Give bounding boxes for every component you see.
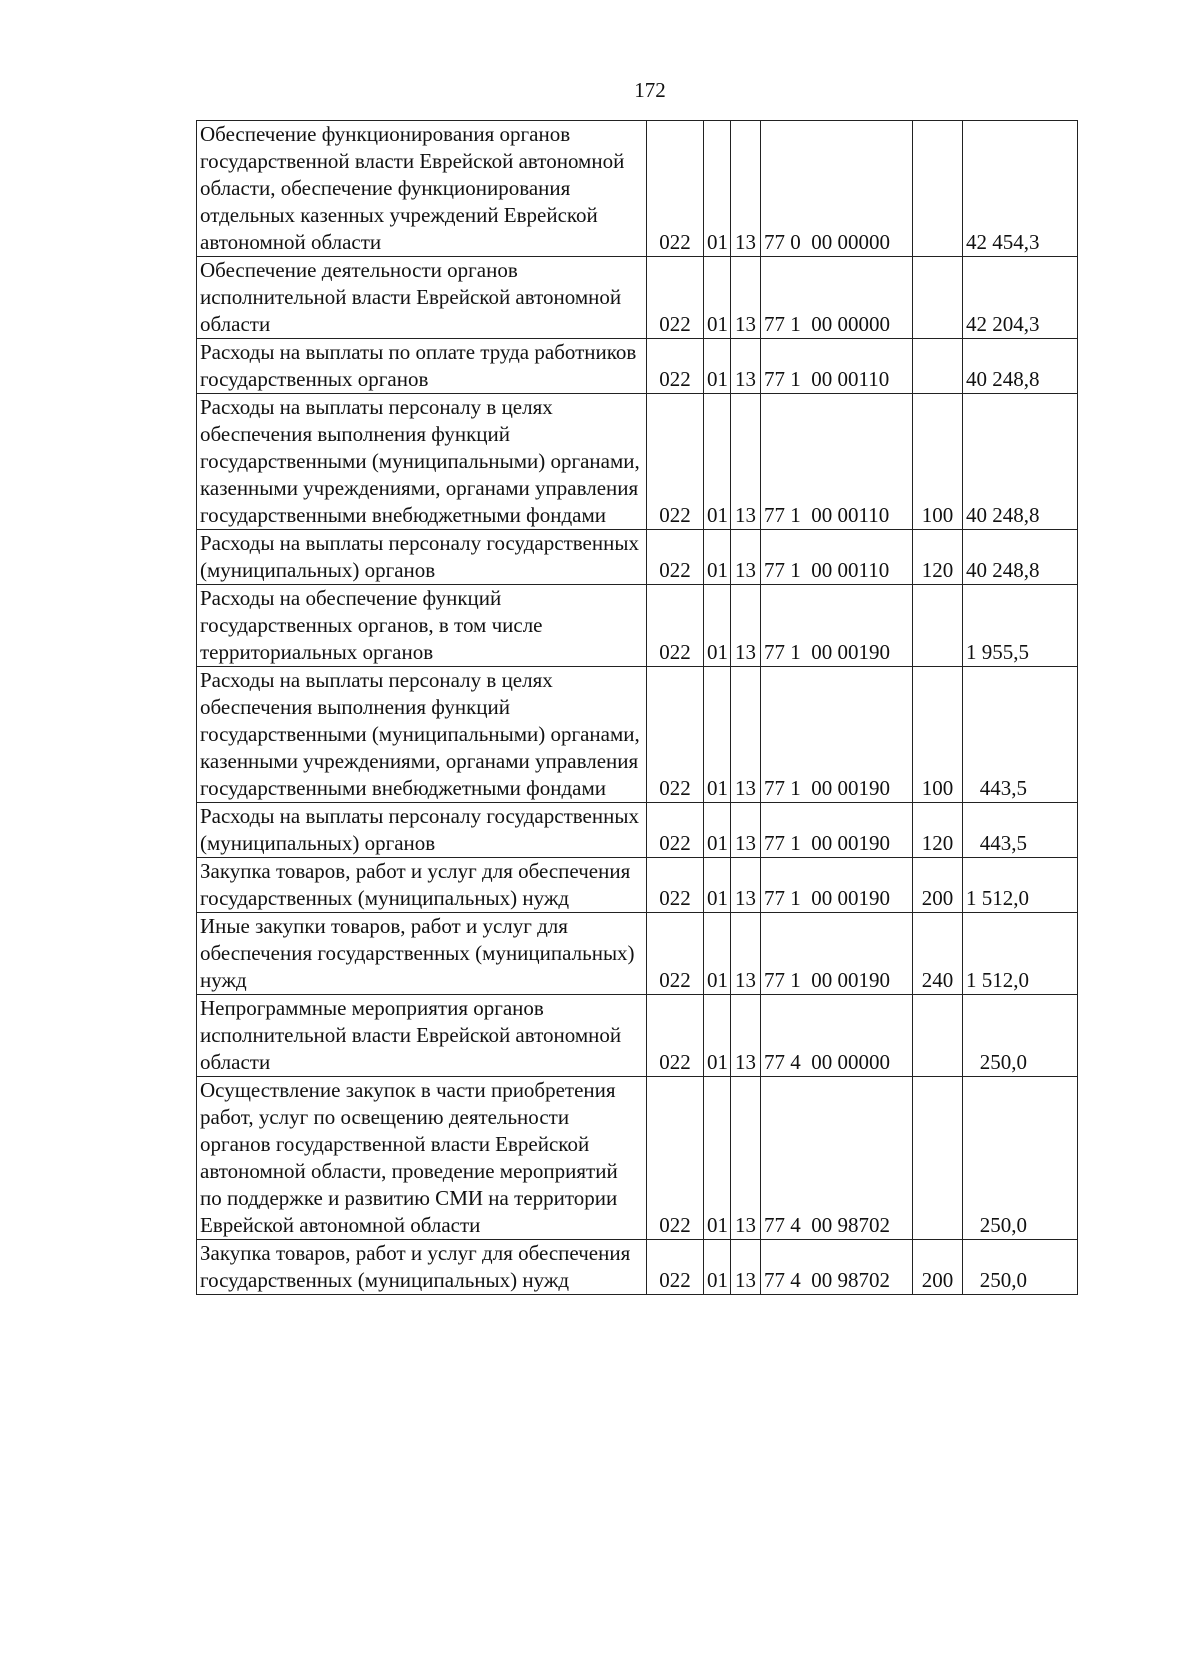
subsection-code-cell: 13 [731, 530, 761, 585]
expense-type-cell [913, 585, 963, 667]
expense-type-cell: 100 [913, 394, 963, 530]
section-code-cell: 01 [704, 530, 731, 585]
expense-type-cell: 100 [913, 667, 963, 803]
target-article-cell: 77 4 00 98702 [761, 1240, 913, 1295]
table-row [197, 121, 1078, 257]
subsection-code-cell: 13 [731, 121, 761, 257]
target-article-cell: 77 1 00 00190 [761, 913, 913, 995]
target-article-cell: 77 4 00 98702 [761, 1077, 913, 1240]
row-name-cell: Закупка товаров, работ и услуг для обеспечения государственных (муниципальных) нужд [197, 1240, 647, 1295]
expense-type-cell: 200 [913, 1240, 963, 1295]
amount-cell: 40 248,8 [963, 394, 1078, 530]
subsection-code-cell: 13 [731, 803, 761, 858]
page-number: 172 [634, 78, 666, 102]
amount-cell: 40 248,8 [963, 339, 1078, 394]
table-row [197, 257, 1078, 339]
expense-type-cell [913, 995, 963, 1077]
target-article-cell: 77 0 00 00000 [761, 121, 913, 257]
target-article-cell: 77 4 00 00000 [761, 995, 913, 1077]
subsection-code-cell: 13 [731, 913, 761, 995]
amount-cell: 1 955,5 [963, 585, 1078, 667]
subsection-code-cell: 13 [731, 394, 761, 530]
section-code-cell: 01 [704, 257, 731, 339]
row-name-cell: Расходы на выплаты по оплате труда работников государственных органов [197, 339, 647, 394]
budget-table [196, 120, 1078, 1295]
target-article-cell: 77 1 00 00110 [761, 394, 913, 530]
section-code-cell: 01 [704, 1077, 731, 1240]
subsection-code-cell: 13 [731, 339, 761, 394]
table-row [197, 913, 1078, 995]
expense-type-cell [913, 1077, 963, 1240]
budget-table-body [197, 121, 1078, 1295]
ministry-code-cell: 022 [647, 667, 704, 803]
row-name-cell: Осуществление закупок в части приобретения работ, услуг по освещению деятельности органов государственной власти Еврейской автономной области, проведение мероприятий по поддержке и развитию СМИ на территории Еврейской автономной области [197, 1077, 647, 1240]
ministry-code-cell: 022 [647, 995, 704, 1077]
expense-type-cell [913, 121, 963, 257]
table-row [197, 667, 1078, 803]
table-row [197, 585, 1078, 667]
ministry-code-cell: 022 [647, 530, 704, 585]
expense-type-cell: 200 [913, 858, 963, 913]
amount-cell: 42 454,3 [963, 121, 1078, 257]
expense-type-cell: 120 [913, 803, 963, 858]
row-name-cell: Расходы на выплаты персоналу государственных (муниципальных) органов [197, 530, 647, 585]
subsection-code-cell: 13 [731, 585, 761, 667]
expense-type-cell [913, 257, 963, 339]
section-code-cell: 01 [704, 339, 731, 394]
ministry-code-cell: 022 [647, 585, 704, 667]
table-row [197, 394, 1078, 530]
section-code-cell: 01 [704, 803, 731, 858]
row-name-cell: Расходы на выплаты персоналу в целях обеспечения выполнения функций государственными (муниципальными) органами, казенными учреждениями, органами управления государственными внебюджетными фондами [197, 667, 647, 803]
amount-cell: 443,5 [963, 667, 1078, 803]
amount-cell: 1 512,0 [963, 858, 1078, 913]
row-name-cell: Расходы на обеспечение функций государственных органов, в том числе территориальных органов [197, 585, 647, 667]
subsection-code-cell: 13 [731, 995, 761, 1077]
row-name-cell: Обеспечение деятельности органов исполнительной власти Еврейской автономной области [197, 257, 647, 339]
target-article-cell: 77 1 00 00190 [761, 803, 913, 858]
row-name-cell: Обеспечение функционирования органов государственной власти Еврейской автономной области, обеспечение функционирования отдельных казенных учреждений Еврейской автономной области [197, 121, 647, 257]
subsection-code-cell: 13 [731, 667, 761, 803]
subsection-code-cell: 13 [731, 1240, 761, 1295]
subsection-code-cell: 13 [731, 257, 761, 339]
section-code-cell: 01 [704, 667, 731, 803]
row-name-cell: Непрограммные мероприятия органов исполнительной власти Еврейской автономной области [197, 995, 647, 1077]
expense-type-cell [913, 339, 963, 394]
section-code-cell: 01 [704, 585, 731, 667]
expense-type-cell: 120 [913, 530, 963, 585]
table-row [197, 530, 1078, 585]
target-article-cell: 77 1 00 00110 [761, 530, 913, 585]
target-article-cell: 77 1 00 00190 [761, 585, 913, 667]
section-code-cell: 01 [704, 913, 731, 995]
ministry-code-cell: 022 [647, 913, 704, 995]
amount-cell: 250,0 [963, 995, 1078, 1077]
ministry-code-cell: 022 [647, 1240, 704, 1295]
amount-cell: 42 204,3 [963, 257, 1078, 339]
ministry-code-cell: 022 [647, 858, 704, 913]
section-code-cell: 01 [704, 1240, 731, 1295]
table-row [197, 1240, 1078, 1295]
table-row [197, 803, 1078, 858]
target-article-cell: 77 1 00 00190 [761, 667, 913, 803]
ministry-code-cell: 022 [647, 339, 704, 394]
subsection-code-cell: 13 [731, 858, 761, 913]
target-article-cell: 77 1 00 00190 [761, 858, 913, 913]
amount-cell: 40 248,8 [963, 530, 1078, 585]
section-code-cell: 01 [704, 121, 731, 257]
ministry-code-cell: 022 [647, 803, 704, 858]
ministry-code-cell: 022 [647, 1077, 704, 1240]
table-row [197, 858, 1078, 913]
amount-cell: 443,5 [963, 803, 1078, 858]
row-name-cell: Расходы на выплаты персоналу в целях обеспечения выполнения функций государственными (муниципальными) органами, казенными учреждениями, органами управления государственными внебюджетными фондами [197, 394, 647, 530]
ministry-code-cell: 022 [647, 121, 704, 257]
row-name-cell: Иные закупки товаров, работ и услуг для обеспечения государственных (муниципальных) нужд [197, 913, 647, 995]
row-name-cell: Закупка товаров, работ и услуг для обеспечения государственных (муниципальных) нужд [197, 858, 647, 913]
amount-cell: 250,0 [963, 1240, 1078, 1295]
section-code-cell: 01 [704, 858, 731, 913]
section-code-cell: 01 [704, 995, 731, 1077]
ministry-code-cell: 022 [647, 394, 704, 530]
ministry-code-cell: 022 [647, 257, 704, 339]
table-row [197, 1077, 1078, 1240]
target-article-cell: 77 1 00 00110 [761, 339, 913, 394]
expense-type-cell: 240 [913, 913, 963, 995]
target-article-cell: 77 1 00 00000 [761, 257, 913, 339]
amount-cell: 1 512,0 [963, 913, 1078, 995]
subsection-code-cell: 13 [731, 1077, 761, 1240]
table-row [197, 339, 1078, 394]
amount-cell: 250,0 [963, 1077, 1078, 1240]
section-code-cell: 01 [704, 394, 731, 530]
table-row [197, 995, 1078, 1077]
row-name-cell: Расходы на выплаты персоналу государственных (муниципальных) органов [197, 803, 647, 858]
